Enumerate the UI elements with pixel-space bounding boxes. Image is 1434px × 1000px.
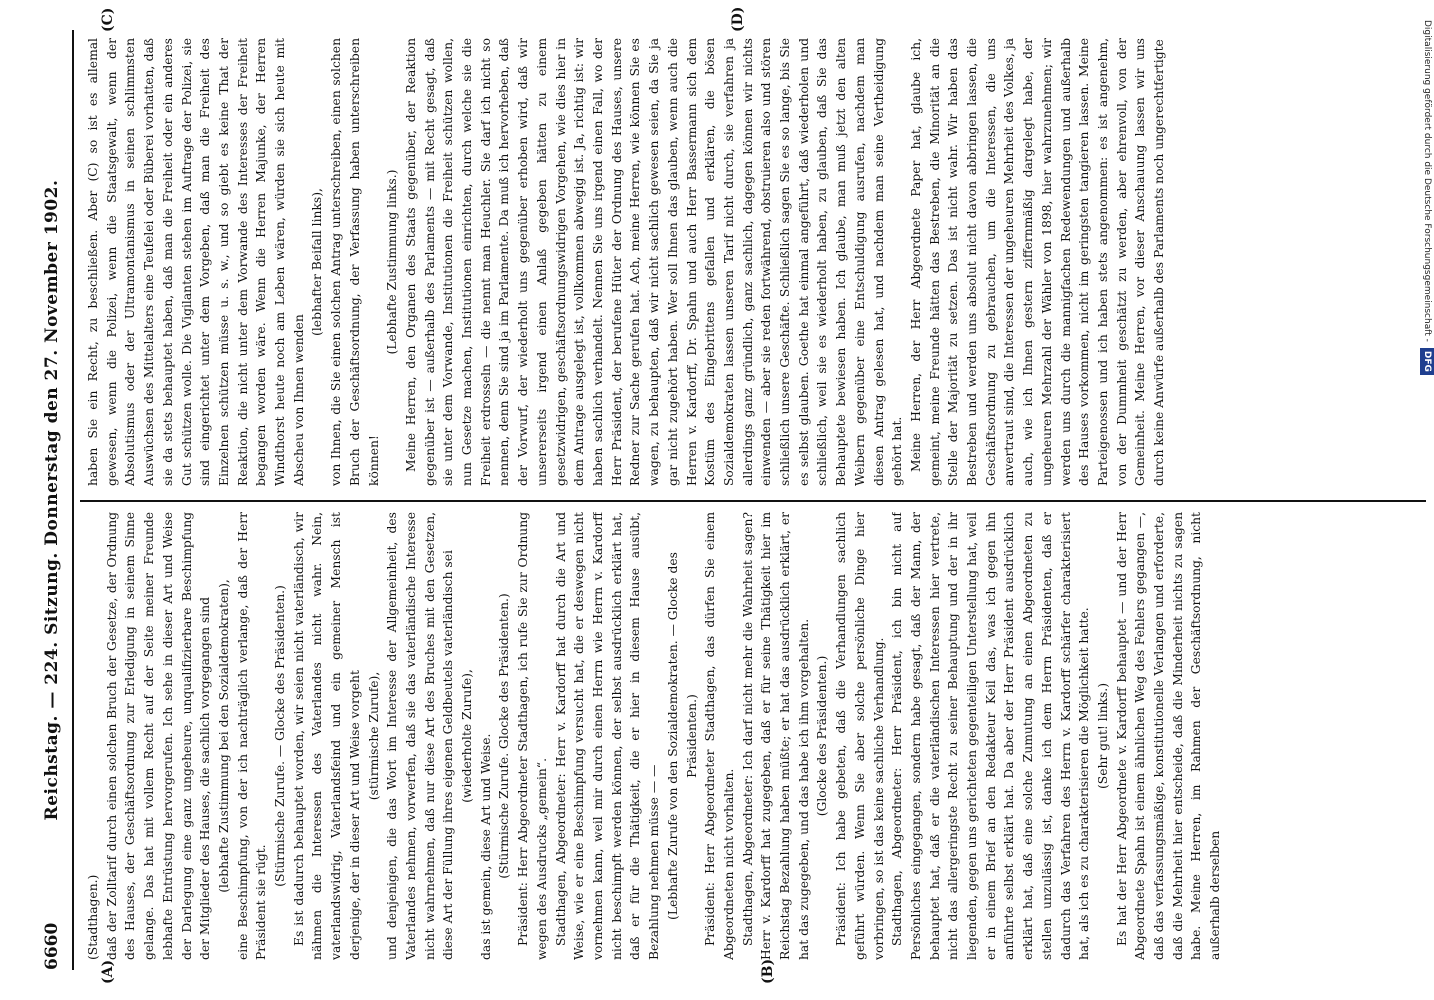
interjection: (Stürmische Zurufe. — Glocke des Präsidenten.) — [273, 585, 288, 887]
margin-marker-a: (A) — [100, 959, 116, 984]
paragraph: von Ihnen, die Sie einen solchen Antrag unterschreiben, einen solchen Bruch der Geschäftsordnung, der Verfassung haben unterschreiben können! — [329, 38, 381, 486]
paragraph: Meine Herren, der Herr Abgeordnete Paper hat, glaube ich, gemeint, meine Freunde hätten das Bestreben, die Minorität an die Stelle der Majorität zu setzen. Das ist nicht wahr. Wir haben das Bestreben und werden uns absolut nicht davon abbringen lassen, die Geschäftsordnung zu gebrauchen, um die Interessen, die uns anvertraut sind, die Interessen der ungeheuren Mehrheit des Volkes, ja auch, wie ich Ihnen gestern ziffernmäßig dargelegt habe, der ungeheuren Mehrzahl der Wähler von 1898, hier wahrzunehmen; wir werden uns durch die mannigfachen Redewendungen und außerhalb des Hauses vorkommen, nicht im geringsten tangieren lassen. Meine Parteigenossen und ich haben stets angenommen: es ist angenehm, von der Dummheit geschätzt zu werden, aber ehrenvoll, von der Gemeinheit. Meine Herren, vor dieser Anschauung lassen wir uns durch keine Anwürfe außerhalb des Parlaments noch ungerechtfertigte — [908, 38, 1167, 486]
speaker-paragraph: Präsident: Herr Abgeordneter Stadthagen, das dürfen Sie einem Abgeordneten nicht vorhalten. — [703, 512, 736, 960]
paragraph: das ist gemein, diese Art und Weise. — [478, 733, 493, 960]
paragraph: daß der Zolltarif durch einen solchen Bruch der Gesetze, der Ordnung des Hauses, der Geschäftsordnung zur Erledigung in seinem Sinne gelange. Das hat mit vollem Recht auf der Seite meiner Freunde lebhafte Entrüstung hervorgerufen. Ich sehe in dieser Art und Weise der Darlegung eine ganz ungeheure, unqualifizierbare Beschimpfung der Mitglieder des Hauses, die sachlich vorgegangen sind — [104, 512, 213, 960]
paragraph: Es ist dadurch behauptet worden, wir seien nicht vaterländisch, wir nähmen die Interessen des Vaterlandes nicht wahr. Nein, vaterlandswidrig, Vaterlandsfeind und ein gemeiner Mensch ist derjenige, der in dieser Art und Weise vorgeht — [291, 512, 362, 960]
header-rule — [72, 30, 74, 970]
paragraph: haben Sie ein Recht, zu beschließen. Aber (C) so ist es allemal gewesen, wenn die Polizei, wenn die Staatsgewalt, wenn der Absolutismus oder der Ultramontanismus in seinen schlimmsten Auswüchsen des Mittelalters eine Teufelei oder Büberei vorhatten, daß sie da stets behauptet haben, daß man die Freiheit oder ein anderes Gut schützen wolle. Die Vigilanten stehen im Auftrage der Polizei, sie sind eingerichtet unter dem Vorgeben, daß man die Freiheit des Einzelnen schützen müsse u. s. w., und so giebt es keine That der Reaktion, die nicht unter dem Vorwande des Interesses der Freiheit begangen worden wäre. Wenn die Herren Majunke, der Herren Windthorst heute noch am Leben wären, würden sie sich heute mit Abscheu von Ihnen wenden — [86, 38, 306, 486]
page-number: 6660 — [42, 922, 62, 970]
dfg-logo: DFG — [1420, 348, 1434, 375]
speaker-paragraph: Präsident: Herr Abgeordneter Stadthagen, ich rufe Sie zur Ordnung wegen des Ausdrucks „gemein“. — [516, 512, 549, 960]
margin-marker-b: (B) — [760, 958, 776, 984]
paragraph: eine Beschimpfung, von der ich nachträglich verlange, daß der Herr Präsident sie rügt. — [235, 512, 269, 960]
speaker-paragraph: Stadthagen, Abgeordneter: Herr Präsident, ich bin nicht auf Persönliches eingegangen, sondern habe gesagt, daß der Mann, der behauptet hat, daß er die vaterländischen Interessen hier vertrete, nicht das allergeringste Recht zu seiner Behauptung und der in ihr liegenden, gegen uns gerichteten gegenteiligen Unterstellung hat, weil er in einem Brief an den Redakteur Keil das, was ich gegen ihn anführte selbst erklärt hat. Da aber der Herr Präsident ausdrücklich erklärt hat, daß eine solche Zumutung an einen Abgeordneten zu stellen unzulässig ist, danke ich dem Herrn Präsidenten, daß er dadurch das Verfahren des Herrn v. Kardorff schärfer charakterisiert hat, als ich es zu charakterisieren die Möglichkeit hatte. — [890, 512, 1092, 960]
interjection: (wiederholte Zurufe), — [460, 669, 475, 803]
digitization-note-text: Digitalisierung gefördert durch die Deutsche Forschungsgemeinschaft - — [1422, 20, 1432, 342]
page-header — [42, 30, 72, 970]
interjection: (Stürmische Zurufe. Glocke des Präsidenten.) — [497, 593, 512, 879]
left-column — [84, 512, 1424, 960]
interjection: (lebhafter Beifall links), — [310, 188, 325, 336]
interjection: (Glocke des Präsidenten.) — [815, 655, 830, 817]
speaker-paragraph: Stadthagen, Abgeordneter: Herr v. Kardorff hat durch die Art und Weise, wie er eine Beschimpfung versucht hat, die er deswegen nicht vornehmen kann, weil mir durch einen Herrn wie Herrn v. Kardorff nicht beschimpft werden können, der selbst ausdrücklich erklärt hat, daß er für die Thätigkeit, die er hier in diesem Hause ausübt, Bezahlung nehmen müsse — — — [553, 512, 662, 960]
right-column — [84, 38, 1424, 486]
speaker-paragraph: Stadthagen, Abgeordneter: Ich darf nicht mehr die Wahrheit sagen? Herr v. Kardorff hat zugegeben, daß er für seine Thätigkeit hier im Reichstag Bezahlung haben müßte; er hat das ausdrücklich erklärt, er hat das zugegeben, und das habe ich ihm vorgehalten. — [740, 512, 811, 960]
interjection: (stürmische Zurufe), — [366, 671, 381, 801]
interjection: (lebhafte Zustimmung bei den Sozialdemokraten), — [216, 579, 231, 893]
digitization-note — [1420, 20, 1434, 980]
speaker-paragraph: Präsident: Ich habe gebeten, daß die Verhandlungen sachlich geführt würden. Wenn Sie aber solche persönliche Dinge hier vorbringen, so ist das keine sachliche Verhandlung. — [834, 512, 886, 960]
margin-marker-d: (D) — [730, 6, 746, 32]
paragraph: Es hat der Herr Abgeordnete v. Kardorff behauptet — und der Herr Abgeordnete Spahn ist einem ähnlichen Weg des Fehlers gegangen —, daß das verfassungsmäßige, konstitutionelle Verlangen und erforderte, daß die Mehrheit hier entscheide, daß die Minderheit nichts zu sagen habe. Meine Herren, im Rahmen der Geschäftsordnung, nicht außerhalb derselben — [1114, 512, 1223, 960]
paragraph: (Stadthagen.) — [86, 874, 100, 960]
interjection: (Lebhafte Zustimmung links.) — [385, 169, 400, 355]
paragraph: Meine Herren, den Organen des Staats gegenüber, der Reaktion gegenüber ist — außerhalb des Parlaments — mit Recht gesagt, daß sie unter dem Vorwande, Institutionen die Freiheit schützen wollen, nun Gesetze machen, Institutionen einrichten, durch welche sie die Freiheit erdrosseln — die nennt man Heuchler. Sie darf ich nicht so nennen, denn Sie sind ja im Parlamente. Da muß ich hervorheben, daß der Vorwurf, der wiederholt uns gegenüber erhoben wird, daß wir unsererseits irgend einen Anlaß gegeben hätten zu einem gesetzwidrigen, geschäftsordnungswidrigen Vorgehen, wie dies hier in dem Antrage ausgelegt ist, vollkommen abwegig ist. Ja, richtig ist: wir haben sachlich verhandelt. Nennen Sie uns irgend einen Fall, wo der Herr Präsident, der berufene Hüter der Ordnung des Hauses, unsere Redner zur Sache gerufen hat. Ach, meine Herren, wie können Sie es wagen, zu behaupten, daß wir nicht sachlich gewesen seien, da Sie ja gar nicht zugehört haben. Wer soll Ihnen das glauben, wenn auch die Herren v. Kardorff, Dr. Spahn und auch Herr Bassermann sich dem Kostüm des Eingebrittens gefallen und erklären, die bösen Sozialdemokraten lassen unseren Tarif nicht durch, sie verfahren ja allerdings ganz gründlich, ganz sachlich, dagegen können wir nichts einwenden — aber sie reden fortwährend, obstruieren also und stören schließlich unsere Geschäfte. Schließlich sagen Sie es so lange, bis Sie es selbst glauben. Goethe hat einmal angeführt, daß wiederholen und schließlich, weil sie es wiederholt haben, zu glauben, daß Sie das Behauptete bewiesen haben. Ich glaube, man muß jetzt den alten Weibern gegenüber eine Entschuldigung ausrufen, nachdem man diesen Antrag gelesen hat, und nachdem man seine Vertheidigung gehört hat. — [403, 38, 905, 486]
interjection: (Lebhafte Zurufe von den Sozialdemokraten. — Glocke des Präsidenten.) — [665, 552, 699, 920]
margin-marker-c: (C) — [100, 7, 116, 32]
paragraph: und denjenigen, die das Wort im Interesse der Allgemeinheit, des Vaterlandes nehmen, vorwerfen, daß sie das vaterländische Interesse nicht wahrnehmen, daß nur diese Art des Bruches mit den Gesetzen, diese Art der Füllung ihres eigenen Geldbeutels vaterländisch sei — [385, 512, 456, 960]
column-divider — [80, 500, 1426, 502]
interjection: (Sehr gut! links.) — [1095, 682, 1110, 790]
running-title: Reichstag. — 224. Sitzung. Donnerstag den 27. November 1902. — [42, 179, 62, 821]
